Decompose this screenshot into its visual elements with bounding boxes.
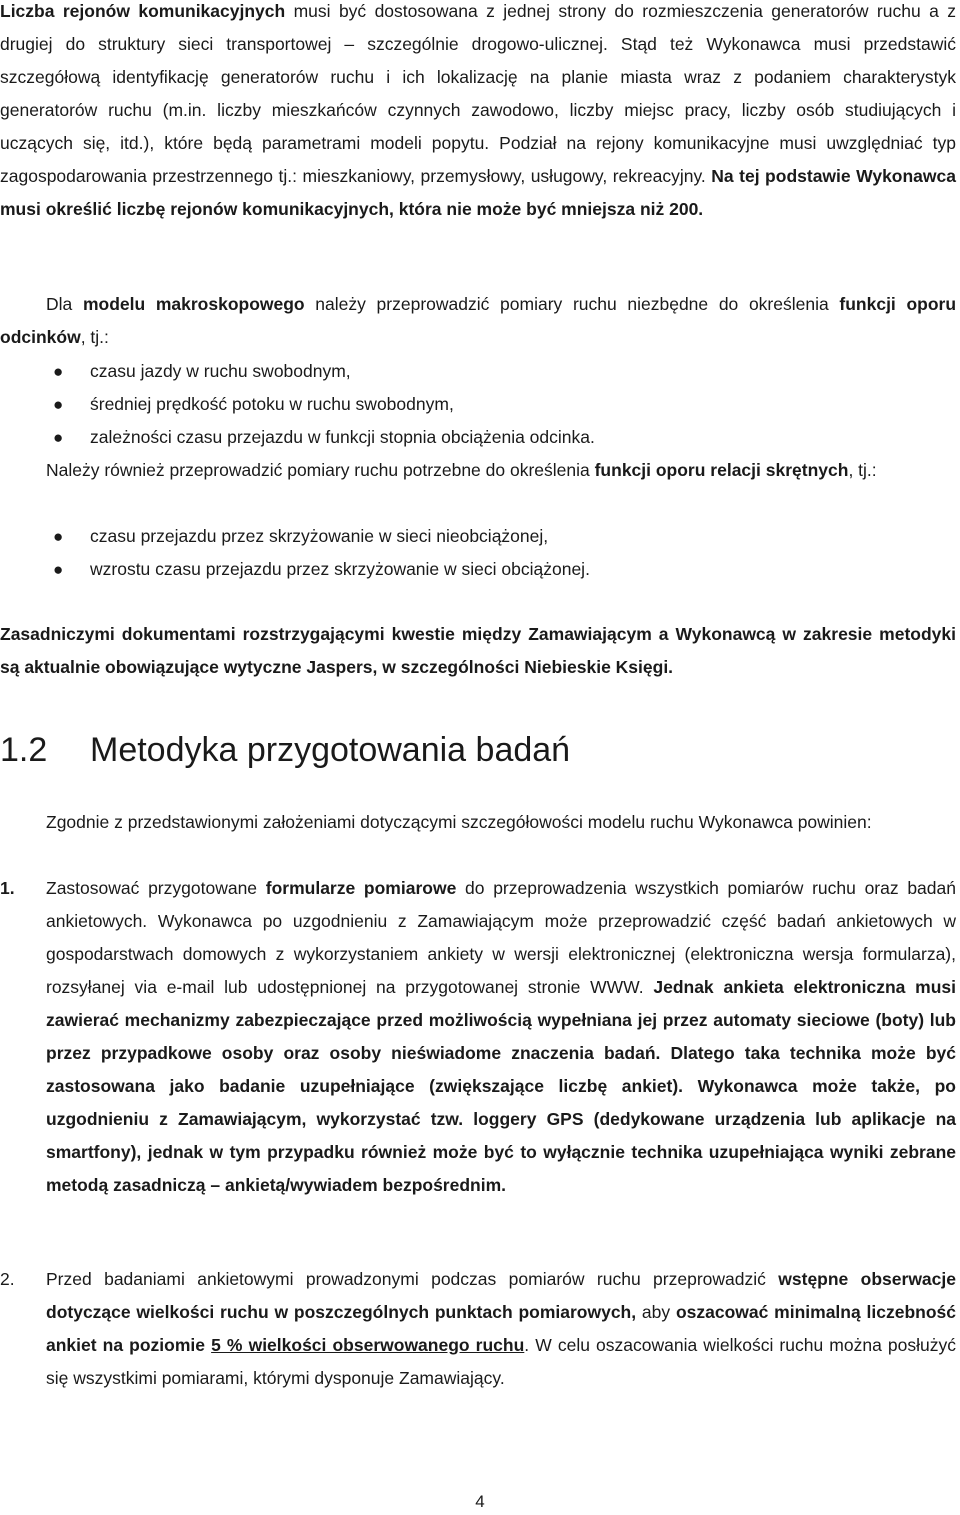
paragraph-text: musi być dostosowana z jednej strony do rozmieszczenia generatorów ruchu a z drugiej do struktury sieci transportowej – szczególnie drogowo-ulicznej. Stąd też Wykonawca musi przedstawić szczegółową identyfikację generatorów ruchu i ich lokalizację na planie miasta wraz z podaniem charakterystyk generatorów ruchu (m.in. liczby mieszkańców czynnych zawodowo, liczby miejsc pracy, liczby osób studiujących i uczących się, itd.), które będą parametrami modeli popytu. Podział na rejony komunikacyjne musi uwzględniać typ zagospodarowania przestrzennego tj.: mieszkaniowy, przemysłowy, usługowy, rekreacyjny.: [0, 1, 956, 186]
page-number: 4: [475, 1492, 485, 1511]
item-text: aby: [636, 1302, 676, 1322]
list-item-text: średniej prędkość potoku w ruchu swobodnym,: [90, 394, 454, 414]
bold-term-relacje-skretne: funkcji oporu relacji skrętnych: [594, 460, 849, 480]
item-body: [46, 1263, 956, 1395]
bold-requirement: Na tej podstawie Wykonawca musi określić liczbę rejonów komunikacyjnych, która nie może być mniejsza niż 200.: [0, 166, 956, 219]
paragraph-text: należy przeprowadzić pomiary ruchu niezbędne do określenia: [304, 294, 840, 314]
bullet-icon: ●: [53, 362, 64, 381]
item-number: 1.: [0, 878, 15, 898]
bold-term-liczebnosc: oszacować minimalną liczebność ankiet na poziomie: [46, 1302, 956, 1355]
bold-term-formularze: formularze pomiarowe: [265, 878, 457, 898]
paragraph-text: , tj.:: [80, 327, 109, 347]
paragraph-skretne: [0, 454, 956, 487]
item-text: . W celu oszacowania wielkości ruchu można posłużyć się wszystkimi pomiarami, którymi dysponuje Zamawiający.: [46, 1335, 956, 1388]
item-text: do przeprowadzenia wszystkich pomiarów ruchu oraz badań ankietowych. Wykonawca po uzgodnieniu z Zamawiającym może przeprowadzić część badań ankietowych w gospodarstwach domowych z wykorzystaniem ankiety w wersji elektronicznej (elektroniczna wersja formularza), rozsyłanej via e-mail lub udostępnionej na przygotowanej stronie WWW.: [46, 878, 956, 997]
section-number: 1.2: [0, 731, 48, 769]
bold-term-obserwacje: wstępne obserwacje dotyczące wielkości ruchu w poszczególnych punktach pomiarowych,: [46, 1269, 956, 1322]
item-text: Zastosować przygotowane: [46, 878, 266, 898]
paragraph-makroskopowy: [0, 288, 956, 354]
section-title: Metodyka przygotowania badań: [90, 731, 571, 769]
bullet-icon: ●: [53, 395, 64, 414]
bold-term-funkcja-oporu: funkcji oporu odcinków: [0, 294, 957, 347]
bullet-icon: ●: [53, 428, 64, 447]
bullet-icon: ●: [53, 560, 64, 579]
item-text: Przed badaniami ankietowymi prowadzonymi podczas pomiarów ruchu przeprowadzić: [46, 1269, 779, 1289]
paragraph-jaspers: [0, 618, 956, 684]
list-item-text: zależności czasu przejazdu w funkcji stopnia obciążenia odcinka.: [90, 427, 595, 447]
list-item-text: czasu przejazdu przez skrzyżowanie w sieci nieobciążonej,: [90, 526, 549, 546]
paragraph-text: , tj.:: [848, 460, 877, 480]
bold-term-model: modelu makroskopowego: [82, 294, 305, 314]
bullet-icon: ●: [53, 527, 64, 546]
paragraph-text: Dla: [46, 294, 83, 314]
paragraph-rejony: [0, 0, 956, 226]
item-number: 2.: [0, 1269, 15, 1289]
bold-statement: Zasadniczymi dokumentami rozstrzygającymi kwestie między Zamawiającym a Wykonawcą w zakresie metodyki są aktualnie obowiązujące wytyczne Jaspers, w szczególności Niebieskie Księgi.: [0, 624, 956, 677]
paragraph-intro: Zgodnie z przedstawionymi założeniami dotyczącymi szczegółowości modelu ruchu Wykonawca powinien:: [46, 812, 872, 832]
list-item-text: wzrostu czasu przejazdu przez skrzyżowanie w sieci obciążonej.: [90, 559, 590, 579]
item-body: [46, 872, 956, 1202]
bold-term-liczba-rejonow: Liczba rejonów komunikacyjnych: [0, 1, 286, 21]
bold-requirement: Jednak ankieta elektroniczna musi zawierać mechanizmy zabezpieczające przed możliwością wypełniana jej przez automaty sieciowe (boty) lub przez przypadkowe osoby oraz osoby nieświadome znaczenia badań. Dlatego taka technika może być zastosowana jako badanie uzupełniające (zwiększające liczbę ankiet). Wykonawca może także, po uzgodnieniu z Zamawiającym, wykorzystać tzw. loggery GPS (dedykowane urządzenia lub aplikacje na smartfony), jednak w tym przypadku również może być to wyłącznie technika uzupełniająca wyniki zebrane metodą zasadniczą – ankietą/wywiadem bezpośrednim.: [46, 977, 956, 1195]
underlined-threshold: 5 % wielkości obserwowanego ruchu: [211, 1335, 525, 1355]
list-item-text: czasu jazdy w ruchu swobodnym,: [90, 361, 351, 381]
paragraph-text: Należy również przeprowadzić pomiary ruchu potrzebne do określenia: [46, 460, 595, 480]
